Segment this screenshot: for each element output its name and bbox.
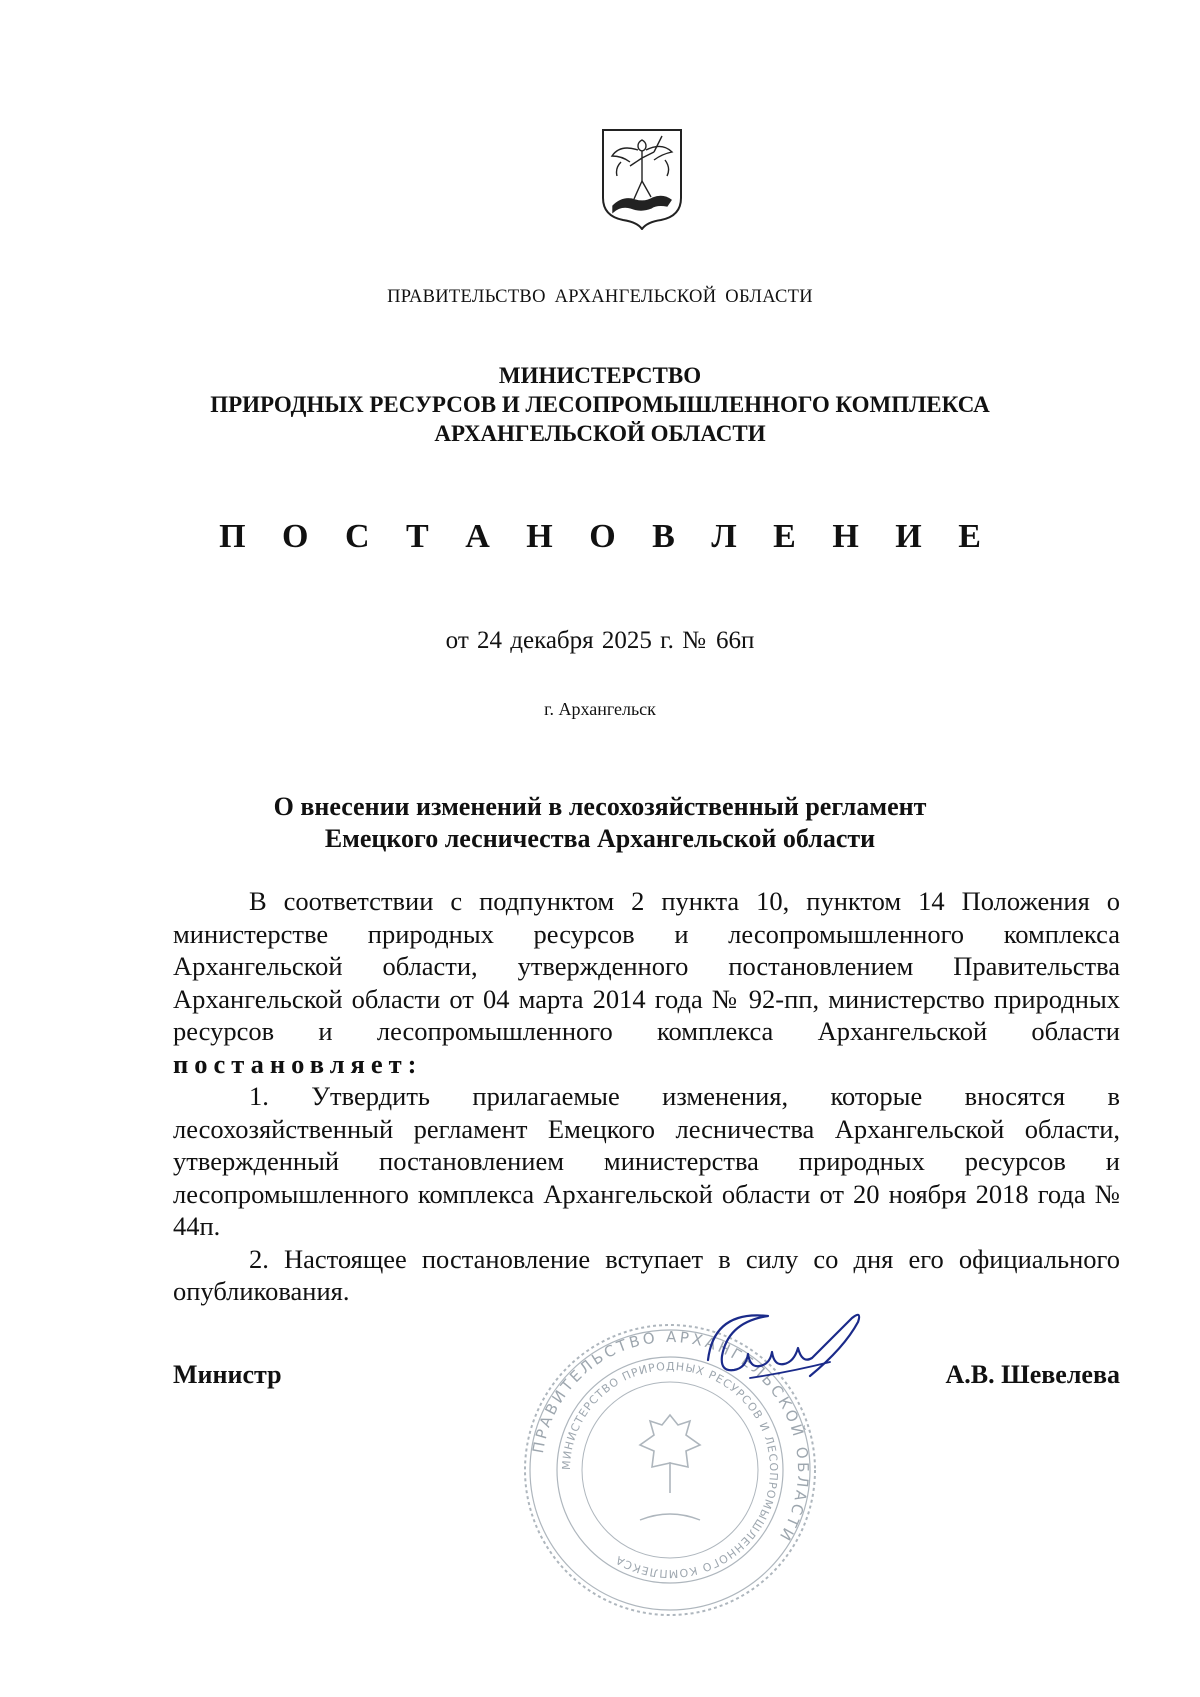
coat-of-arms-icon xyxy=(601,128,683,230)
document-city: г. Архангельск xyxy=(544,699,656,719)
document-type-heading: П О С Т А Н О В Л Е Н И Е xyxy=(219,518,995,555)
decree-word: постановляет: xyxy=(173,1048,423,1079)
subject-line: О внесении изменений в лесохозяйственный регламент xyxy=(273,792,927,821)
document-number: 66п xyxy=(715,627,755,654)
ministry-line: АРХАНГЕЛЬСКОЙ ОБЛАСТИ xyxy=(434,421,766,446)
preamble-paragraph xyxy=(173,885,1120,1080)
document-date-number xyxy=(0,627,1200,655)
signatory-name: А.В. Шевелева xyxy=(945,1360,1120,1389)
ministry-name xyxy=(0,361,1200,448)
handwritten-signature xyxy=(690,1300,890,1410)
document-body xyxy=(173,885,1120,1308)
subject-line: Емецкого лесничества Архангельской области xyxy=(324,824,876,853)
government-name: ПРАВИТЕЛЬСТВО АРХАНГЕЛЬСКОЙ ОБЛАСТИ xyxy=(387,287,813,307)
document-subject xyxy=(0,791,1200,855)
seal-outer-text: ПРАВИТЕЛЬСТВО АРХАНГЕЛЬСКОЙ ОБЛАСТИ xyxy=(529,1327,813,1547)
item-1-paragraph: 1. Утвердить прилагаемые изменения, которые вносятся в лесохозяйственный регламент Емецкого лесничества Архангельской области, утвержденный постановлением министерства природных ресурсов и лесопромышленного комплекса Архангельской области от 20 ноября 2018 года № 44п. xyxy=(173,1081,1120,1241)
document-date: от 24 декабря 2025 г. № xyxy=(445,627,706,654)
seal-inner-text: МИНИСТЕРСТВО ПРИРОДНЫХ РЕСУРСОВ И ЛЕСОПРОМЫШЛЕННОГО КОМПЛЕКСА xyxy=(559,1359,781,1581)
preamble-text: В соответствии с подпунктом 2 пункта 10, пунктом 14 Положения о министерстве природных ресурсов и лесопромышленного комплекса Архангельской области, утвержденного постановлением Правительства Архангельской области от 04 марта 2014 года № 92-пп, министерство природных ресурсов и лесопромышленного комплекса Архангельской области xyxy=(173,886,1120,1046)
ministry-line: ПРИРОДНЫХ РЕСУРСОВ И ЛЕСОПРОМЫШЛЕННОГО КОМПЛЕКСА xyxy=(210,392,990,417)
ministry-line: МИНИСТЕРСТВО xyxy=(498,363,702,388)
item-2-paragraph: 2. Настоящее постановление вступает в силу со дня его официального опубликования. xyxy=(173,1243,1120,1306)
signatory-title: Министр xyxy=(173,1360,282,1389)
